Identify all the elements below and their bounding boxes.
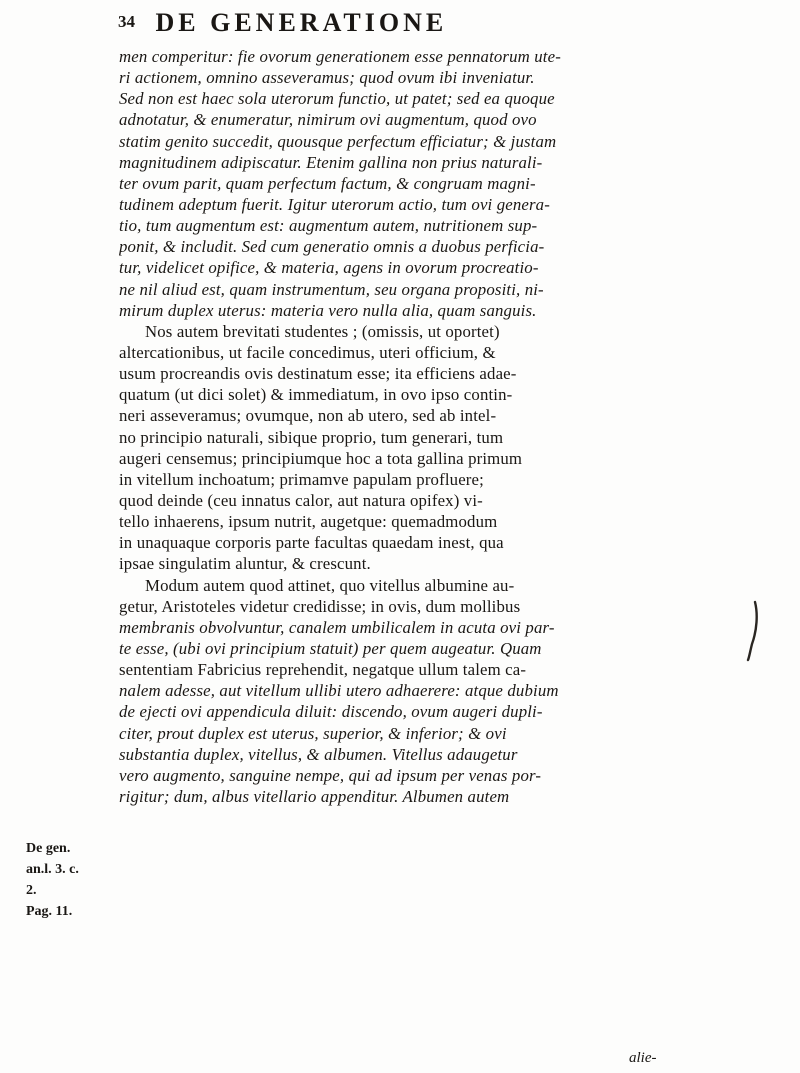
text-line: in vitellum inchoatum; primamve papulam profluere;: [119, 469, 484, 489]
margin-notes: [26, 838, 108, 922]
text-line: ter ovum parit, quam perfectum factum, & congruam magni-: [119, 173, 536, 193]
page-title: DE GENERATIONE: [155, 8, 448, 37]
text-line: Modum autem quod attinet, quo vitellus albumine au-: [145, 575, 515, 595]
text-line: ipsae singulatim aluntur, & crescunt.: [119, 554, 371, 574]
text-line: sententiam Fabricius reprehendit, negatque ullum talem ca-: [119, 660, 527, 680]
text-line: nalem adesse, aut vitellum ullibi utero adhaerere: atque dubium: [119, 681, 559, 701]
text-line: tio, tum augmentum est: augmentum autem, nutritionem sup-: [119, 216, 538, 236]
text-line: vero augmento, sanguine nempe, qui ad ipsum per venas por-: [119, 765, 542, 785]
text-line: usum procreandis ovis destinatum esse; ita efficiens adae-: [119, 364, 517, 384]
text-line: no principio naturali, sibique proprio, tum generari, tum: [119, 427, 504, 447]
text-line: augeri censemus; principiumque hoc a tota gallina primum: [119, 448, 523, 468]
margin-note: De gen.: [26, 841, 71, 856]
ink-smudge: [746, 600, 760, 662]
text-line: men comperitur: fie ovorum generationem esse pennatorum ute-: [119, 47, 561, 66]
text-line: Nos autem brevitati studentes ; (omissis, ut oportet): [145, 321, 500, 341]
text-line: quatum (ut dici solet) & immediatum, in ovo ipso contin-: [119, 385, 513, 405]
text-line: Sed non est haec sola uterorum functio, ut patet; sed ea quoque: [119, 89, 555, 109]
text-line: tello inhaerens, ipsum nutrit, augetque: quemadmodum: [119, 512, 498, 532]
text-line: altercationibus, ut facile concedimus, uteri officium, &: [119, 342, 496, 362]
text-line: tudinem adeptum fuerit. Igitur uterorum actio, tum ovi genera-: [119, 194, 550, 214]
text-line: ponit, & includit. Sed cum generatio omnis a duobus perficia-: [119, 237, 545, 257]
body-text: [119, 46, 719, 807]
text-line: ne nil aliud est, quam instrumentum, seu organa propositi, ni-: [119, 279, 544, 299]
margin-note: 2.: [26, 883, 37, 898]
text-line: in unaquaque corporis parte facultas quaedam inest, qua: [119, 533, 504, 553]
text-line: statim genito succedit, quousque perfectum efficiatur; & justam: [119, 131, 557, 151]
text-line: citer, prout duplex est uterus, superior, & inferior; & ovi: [119, 723, 507, 743]
text-line: neri asseveramus; ovumque, non ab utero, sed ab intel-: [119, 406, 497, 426]
text-line: magnitudinem adipiscatur. Etenim gallina non prius naturali-: [119, 152, 543, 172]
text-line: ri actionem, omnino asseveramus; quod ovum ibi inveniatur.: [119, 68, 535, 88]
text-line: rigitur; dum, albus vitellario appenditur. Albumen autem: [119, 786, 510, 806]
text-line: de ejecti ovi appendicula diluit: discendo, ovum augeri dupli-: [119, 702, 543, 722]
text-line: te esse, (ubi ovi principium statuit) per quem augeatur. Quam: [119, 638, 542, 658]
catchword: alie-: [629, 1050, 657, 1066]
margin-note: an.l. 3. c.: [26, 862, 79, 877]
text-line: quod deinde (ceu innatus calor, aut natura opifex) vi-: [119, 490, 483, 510]
running-head: [118, 8, 678, 44]
text-line: mirum duplex uterus: materia vero nulla alia, quam sanguis.: [119, 300, 537, 320]
text-line: getur, Aristoteles videtur credidisse; in ovis, dum mollibus: [119, 596, 521, 616]
text-line: substantia duplex, vitellus, & albumen. Vitellus adaugetur: [119, 744, 518, 764]
text-line: membranis obvolvuntur, canalem umbilicalem in acuta ovi par-: [119, 617, 555, 637]
margin-note: Pag. 11.: [26, 904, 73, 919]
text-line: adnotatur, & enumeratur, nimirum ovi augmentum, quod ovo: [119, 110, 537, 130]
text-line: tur, videlicet opifice, & materia, agens in ovorum procreatio-: [119, 258, 539, 278]
page-number: 34: [118, 12, 135, 31]
